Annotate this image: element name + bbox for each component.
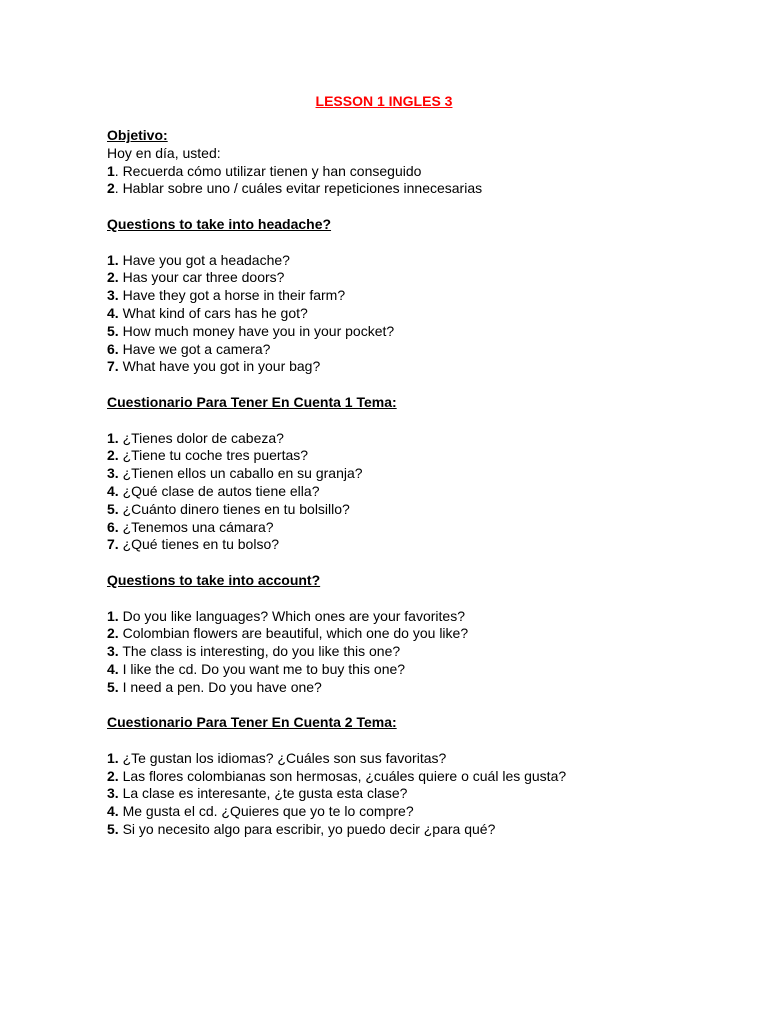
item-number: 2. — [107, 447, 119, 464]
list-item — [107, 341, 727, 359]
spacer — [107, 697, 727, 715]
list-item — [107, 785, 727, 803]
list-item — [107, 803, 727, 821]
item-text: Colombian flowers are beautiful, which one do you like? — [118, 625, 469, 642]
item-text: La clase es interesante, ¿te gusta esta clase? — [118, 785, 408, 802]
spacer — [107, 412, 727, 430]
item-number: 3. — [107, 643, 119, 660]
item-number: 5. — [107, 678, 119, 695]
list-item — [107, 430, 727, 448]
item-text: Have we got a camera? — [118, 340, 271, 357]
item-text: . Hablar sobre uno / cuáles evitar repeticiones innecesarias — [114, 180, 483, 197]
item-text: Have you got a headache? — [118, 251, 290, 268]
section-heading: Cuestionario Para Tener En Cuenta 1 Tema: — [107, 393, 397, 410]
list-item — [107, 750, 727, 768]
item-text: ¿Qué clase de autos tiene ella? — [118, 482, 320, 499]
list-item — [107, 252, 727, 270]
list-item — [107, 536, 727, 554]
objetivo-item — [107, 163, 727, 181]
item-text: ¿Tiene tu coche tres puertas? — [118, 447, 309, 464]
item-text: ¿Tienes dolor de cabeza? — [118, 429, 284, 446]
item-number: 4. — [107, 482, 119, 499]
item-number: 2. — [107, 625, 119, 642]
list-item — [107, 269, 727, 287]
list-item — [107, 679, 727, 697]
item-text: ¿Tenemos una cámara? — [118, 518, 274, 535]
list-item — [107, 305, 727, 323]
spacer — [107, 198, 727, 216]
list-item — [107, 625, 727, 643]
item-number: 5. — [107, 322, 119, 339]
item-text: I need a pen. Do you have one? — [118, 678, 322, 695]
page-title: LESSON 1 INGLES 3 — [315, 93, 453, 109]
item-text: How much money have you in your pocket? — [118, 322, 395, 339]
list-item — [107, 661, 727, 679]
item-text: ¿Te gustan los idiomas? ¿Cuáles son sus favoritas? — [118, 749, 447, 766]
item-number: 4. — [107, 660, 119, 677]
spacer — [107, 234, 727, 252]
list-item — [107, 358, 727, 376]
item-number: 4. — [107, 803, 119, 820]
list-item — [107, 501, 727, 519]
item-number: 2 — [107, 180, 115, 197]
section-heading: Cuestionario Para Tener En Cuenta 2 Tema: — [107, 714, 397, 731]
item-number: 3. — [107, 465, 119, 482]
item-number: 6. — [107, 340, 119, 357]
list-item — [107, 447, 727, 465]
item-text: Have they got a horse in their farm? — [118, 287, 346, 304]
item-text: What have you got in your bag? — [118, 358, 321, 375]
item-number: 4. — [107, 304, 119, 321]
item-text: I like the cd. Do you want me to buy this one? — [118, 660, 406, 677]
item-text: Si yo necesito algo para escribir, yo puedo decir ¿para qué? — [118, 821, 496, 838]
item-number: 3. — [107, 287, 119, 304]
list-item — [107, 465, 727, 483]
item-number: 1 — [107, 162, 115, 179]
list-item — [107, 643, 727, 661]
item-text: What kind of cars has he got? — [118, 304, 308, 321]
list-item — [107, 483, 727, 501]
item-text: Las flores colombianas son hermosas, ¿cuáles quiere o cuál les gusta? — [118, 767, 567, 784]
objetivo-item — [107, 180, 727, 198]
item-number: 1. — [107, 749, 119, 766]
list-item — [107, 323, 727, 341]
section-heading: Questions to take into headache? — [107, 215, 332, 232]
item-text: ¿Qué tienes en tu bolso? — [118, 536, 280, 553]
item-number: 5. — [107, 500, 119, 517]
item-number: 1. — [107, 251, 119, 268]
list-item — [107, 608, 727, 626]
list-item — [107, 287, 727, 305]
document-body — [107, 127, 727, 839]
objetivo-intro: Hoy en día, usted: — [107, 144, 221, 161]
spacer — [107, 376, 727, 394]
item-text: . Recuerda cómo utilizar tienen y han conseguido — [114, 162, 422, 179]
item-number: 1. — [107, 429, 119, 446]
list-item — [107, 768, 727, 786]
item-number: 7. — [107, 536, 119, 553]
item-number: 5. — [107, 821, 119, 838]
item-number: 2. — [107, 269, 119, 286]
item-text: Do you like languages? Which ones are your favorites? — [118, 607, 465, 624]
spacer — [107, 590, 727, 608]
item-text: ¿Cuánto dinero tienes en tu bolsillo? — [118, 500, 350, 517]
item-number: 7. — [107, 358, 119, 375]
item-text: Has your car three doors? — [118, 269, 285, 286]
item-number: 2. — [107, 767, 119, 784]
spacer — [107, 554, 727, 572]
spacer — [107, 732, 727, 750]
objetivo-heading: Objetivo: — [107, 127, 168, 143]
list-item — [107, 519, 727, 537]
item-text: Me gusta el cd. ¿Quieres que yo te lo compre? — [118, 803, 414, 820]
item-text: ¿Tienen ellos un caballo en su granja? — [118, 465, 363, 482]
section-heading: Questions to take into account? — [107, 571, 321, 588]
item-text: The class is interesting, do you like this one? — [118, 643, 401, 660]
item-number: 6. — [107, 518, 119, 535]
item-number: 1. — [107, 607, 119, 624]
item-number: 3. — [107, 785, 119, 802]
list-item — [107, 821, 727, 839]
